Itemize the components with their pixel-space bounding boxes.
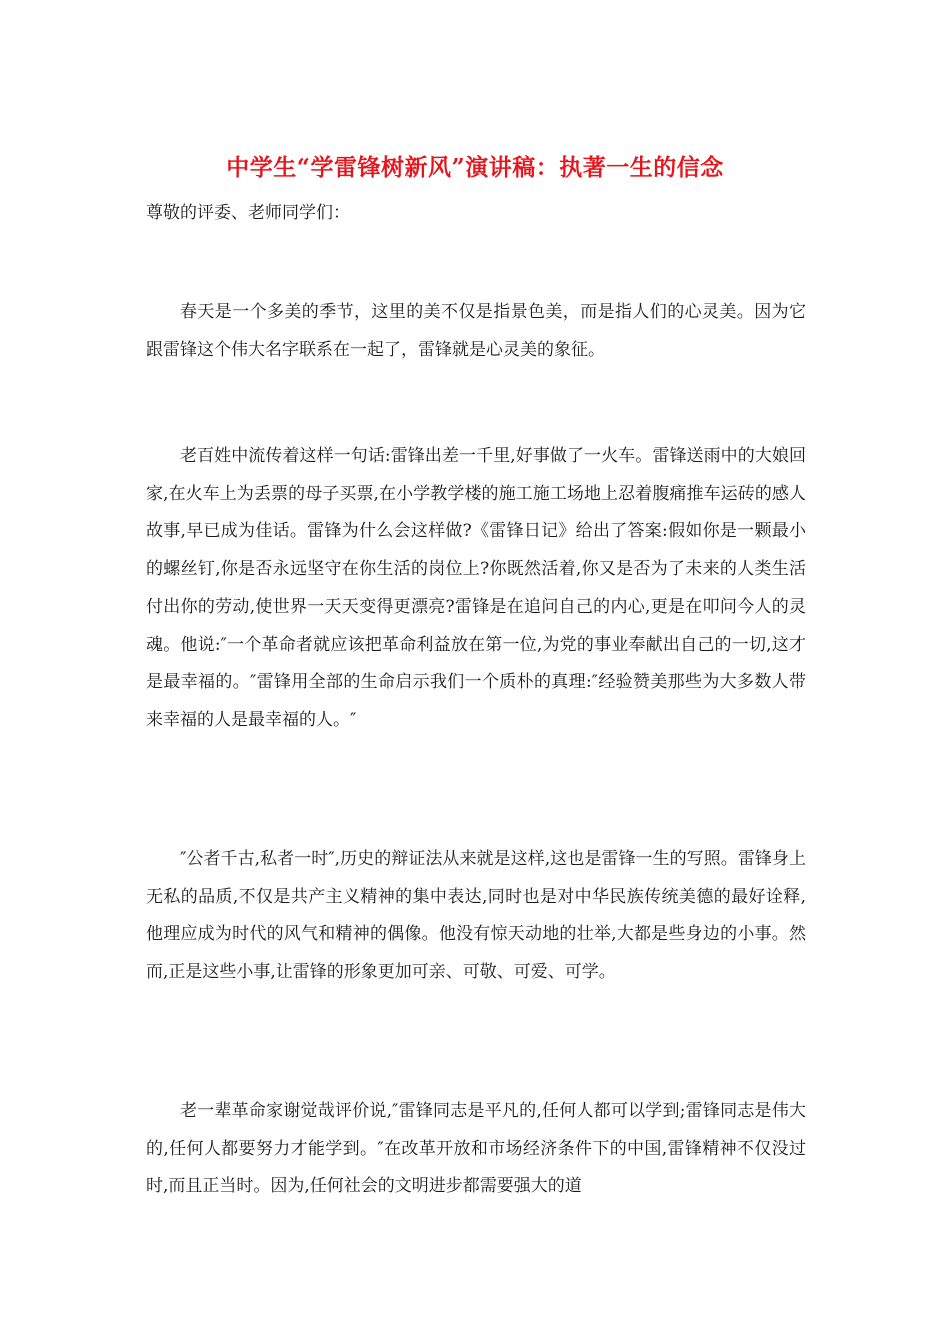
document-title: 中学生“学雷锋树新风”演讲稿：执著一生的信念 [226, 154, 724, 181]
paragraph-4: 老一辈革命家谢觉哉评价说,″雷锋同志是平凡的,任何人都可以学到;雷锋同志是伟大的,任何人都要努力才能学到。″在改革开放和市场经济条件下的中国,雷锋精神不仅没过时,而且正当时。因为,任何社会的文明进步都需要强大的道 [146, 1101, 806, 1197]
salutation: 尊敬的评委、老师同学们： [146, 203, 350, 223]
paragraph-2: 老百姓中流传着这样一句话:雷锋出差一千里,好事做了一火车。雷锋送雨中的大娘回家,在火车上为丢票的母子买票,在小学教学楼的施工施工场地上忍着腹痛推车运砖的感人故事,早已成为佳话。雷锋为什么会这样做?《雷锋日记》给出了答案:假如你是一颗最小的螺丝钉,你是否永远坚守在你生活的岗位上?你既然活着,你又是否为了未来的人类生活付出你的劳动,使世界一天天变得更漂亮?雷锋是在追问自己的内心,更是在叩问今人的灵魂。他说:″一个革命者就应该把革命利益放在第一位,为党的事业奉献出自己的一切,这才是最幸福的。″雷锋用全部的生命启示我们一个质朴的真理:″经验赞美那些为大多数人带来幸福的人是最幸福的人。″ [146, 446, 806, 730]
paragraph-1: 春天是一个多美的季节，这里的美不仅是指景色美，而是指人们的心灵美。因为它跟雷锋这个伟大名字联系在一起了，雷锋就是心灵美的象征。 [146, 302, 806, 360]
paragraph-3: ″公者千古,私者一时″,历史的辩证法从来就是这样,这也是雷锋一生的写照。雷锋身上无私的品质,不仅是共产主义精神的集中表达,同时也是对中华民族传统美德的最好诠释,他理应成为时代的风气和精神的偶像。他没有惊天动地的壮举,大都是些身边的小事。然而,正是这些小事,让雷锋的形象更加可亲、可敬、可爱、可学。 [146, 849, 806, 983]
